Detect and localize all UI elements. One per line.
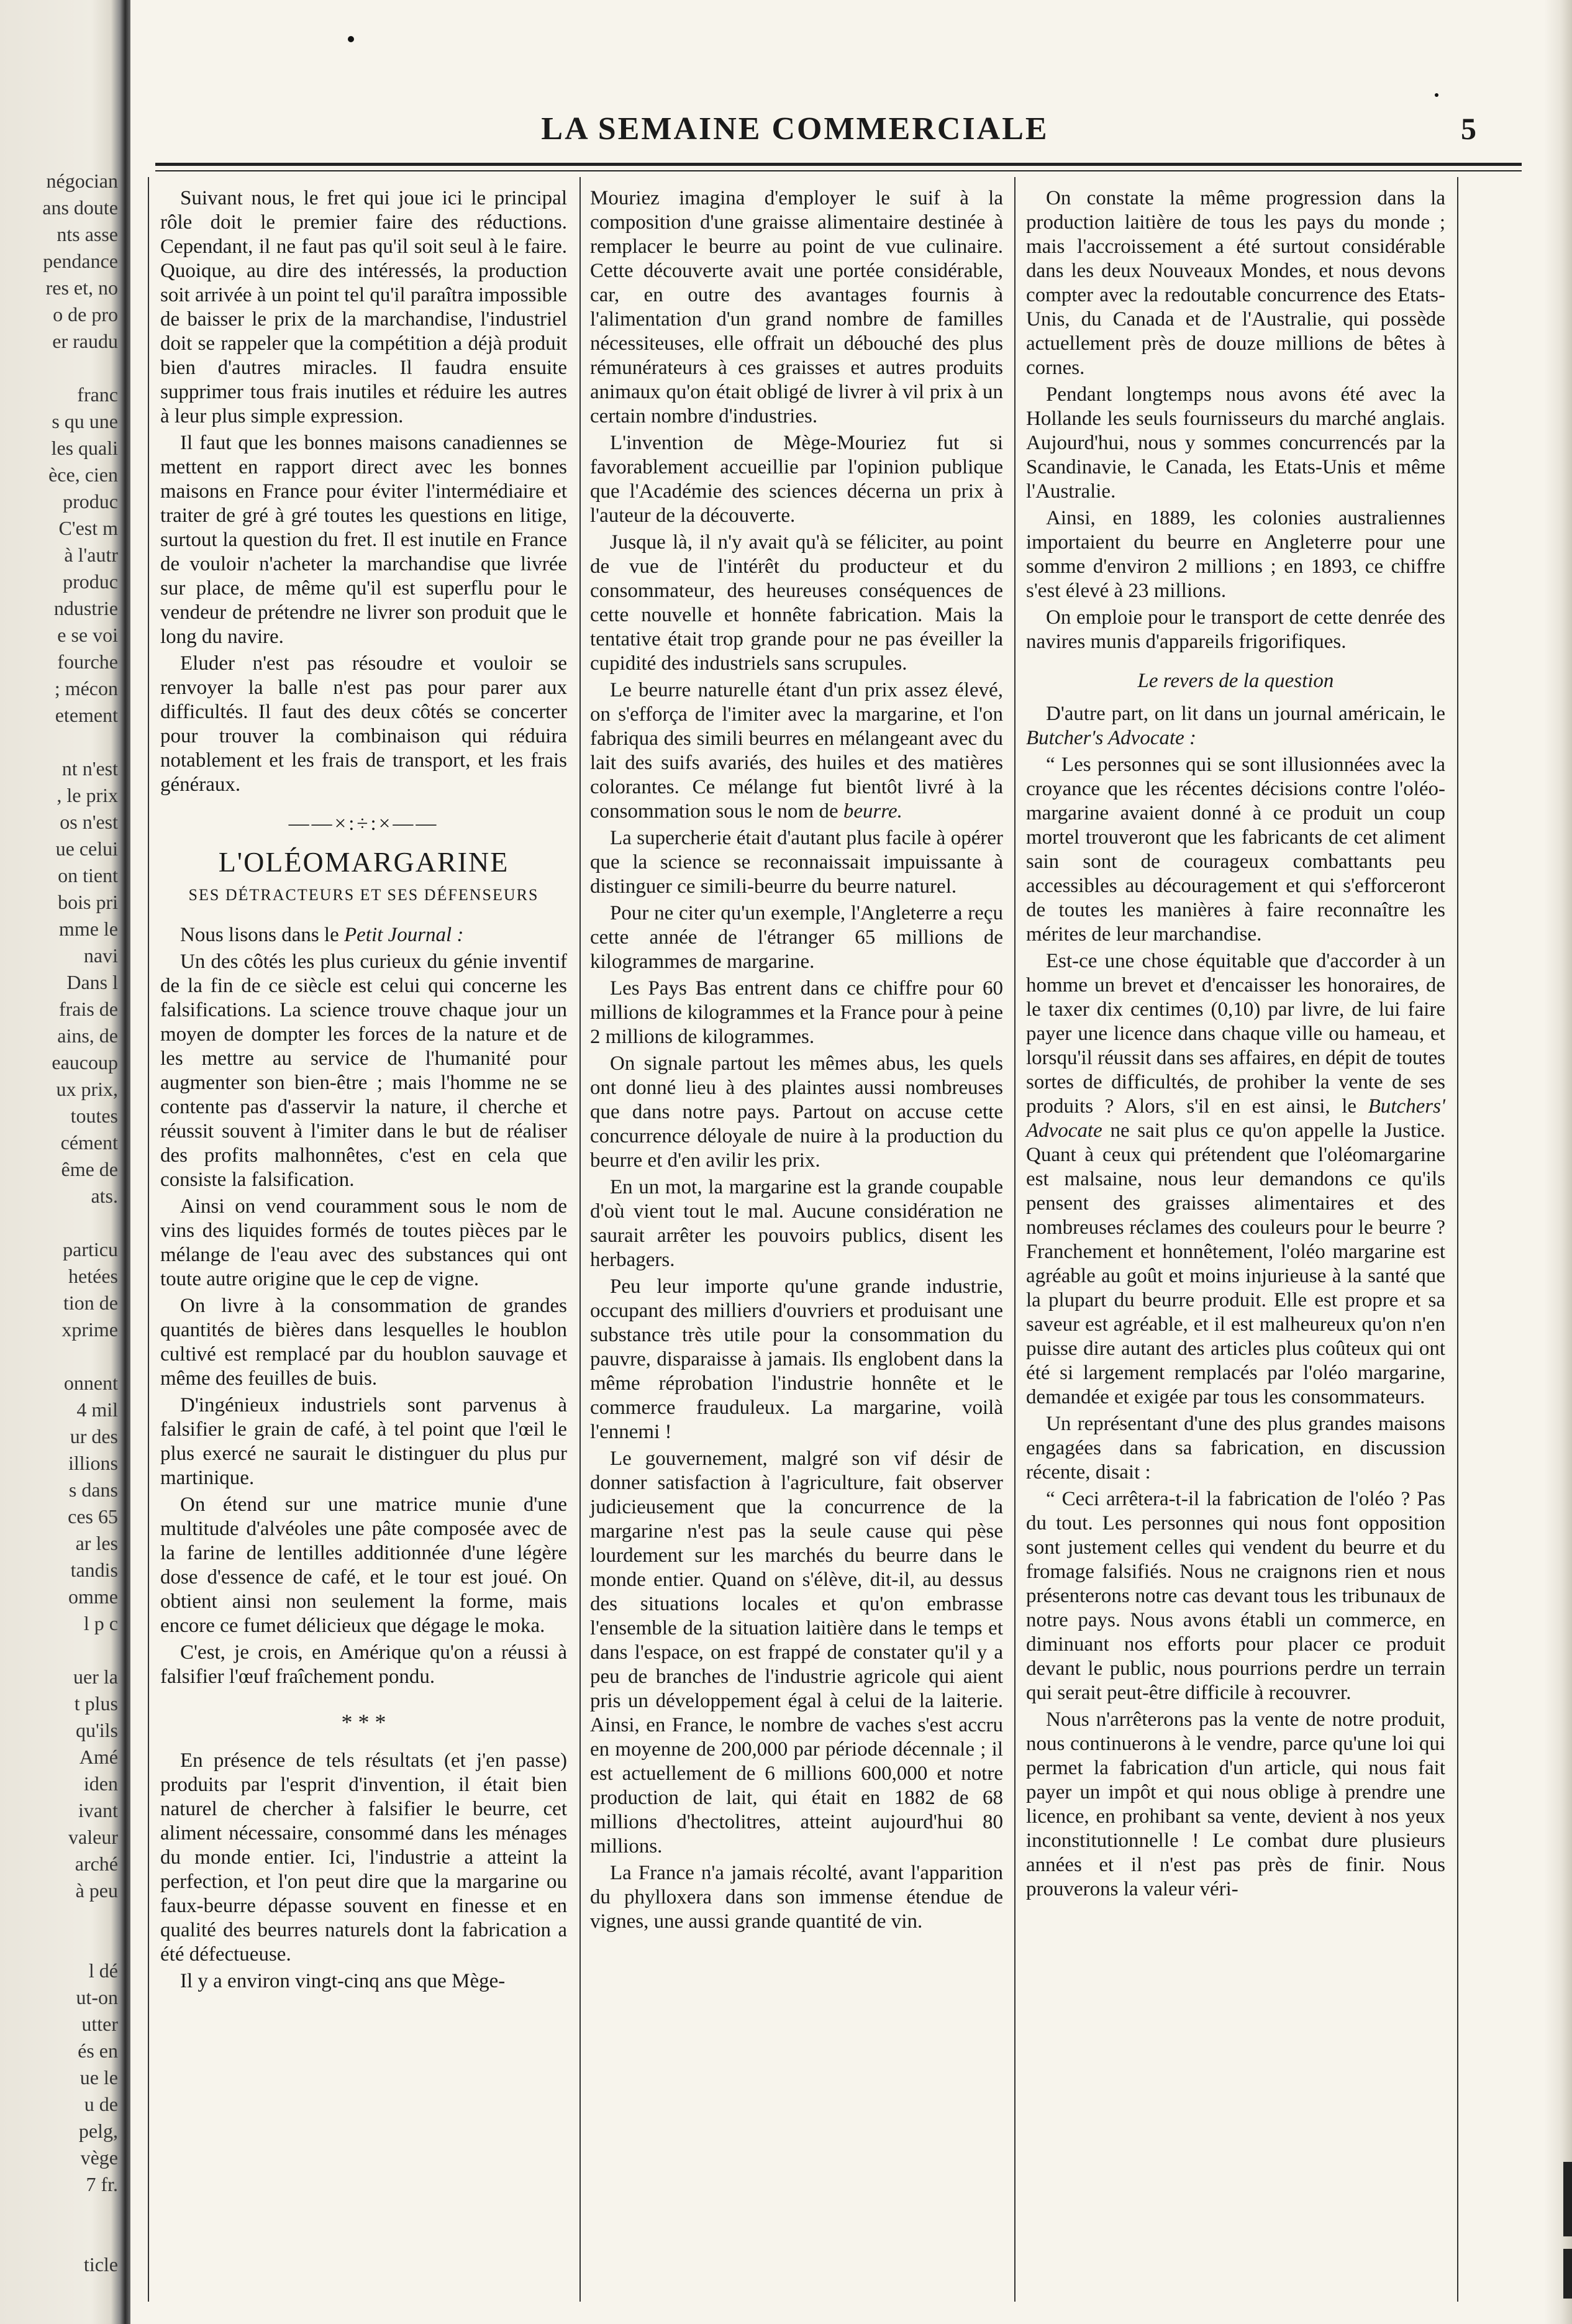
column-separator	[579, 177, 581, 2302]
previous-page-fragment: res et, no	[45, 276, 118, 299]
previous-page-fragment: ; mécon	[54, 677, 118, 699]
paragraph: On signale partout les mêmes abus, les quels ont donné lieu à des plaintes aussi nombreuses que dans notre pays. Partout on accuse cette concurrence déloyale de nuire à la production du beurre et d'en avilir les prix.	[590, 1052, 1003, 1172]
paragraph	[1026, 702, 1445, 750]
previous-page-fragment: particu	[63, 1238, 118, 1260]
previous-page-fragment: ivant	[78, 1799, 118, 1821]
previous-page-fragment: utter	[81, 2013, 118, 2035]
previous-page-fragment: iden	[83, 1772, 118, 1795]
previous-page-fragment: fourche	[57, 650, 118, 673]
previous-page-fragment: s qu une	[52, 410, 118, 432]
previous-page-fragment: pelg,	[78, 2120, 118, 2142]
previous-page-fragment: os n'est	[60, 811, 118, 833]
previous-page-fragment: u de	[84, 2093, 118, 2115]
edge-mark	[1563, 2162, 1572, 2236]
right-page-edge	[1544, 0, 1572, 2324]
text-run: Le beurre naturelle étant d'un prix assez élevé, on s'efforça de l'imiter avec la margarine, et l'on fabriqua des simili beurres en mélangeant avec du lait des suifs avariés, des huiles et des matières colorantes. Ce mélange fut bientôt livré à la consommation sous le nom de	[590, 679, 1003, 823]
previous-page-fragment: à l'autr	[64, 544, 118, 566]
previous-page-fragment	[0, 1931, 118, 1957]
paragraph: La France n'a jamais récolté, avant l'apparition du phylloxera dans son immense étendue de vignes, une aussi grande quantité de vin.	[590, 1862, 1003, 1933]
previous-page-fragment	[0, 1637, 118, 1664]
previous-page-fragment: bois pri	[58, 891, 118, 913]
previous-page-fragment: Dans l	[66, 971, 118, 993]
paragraph: On livre à la consommation de grandes quantités de bières dans lesquelles le houblon cultivé est remplacé par du houblon sauvage et même des feuilles de buis.	[160, 1295, 567, 1390]
paragraph: Suivant nous, le fret qui joue ici le principal rôle doit le premier faire des réductions. Cependant, il ne faut pas qu'il soit seul à le faire. Quoique, au dire des intéressés, la production soit arrivée à un point tel qu'il paraîtra impossible de baisser le prix de la marchandise, l'industriel doit se rappeler que la compétition a déjà produit bien d'autres miracles. Il faudra ensuite supprimer tous frais inutiles et réduire les autres à leur plus simple expression.	[160, 187, 567, 427]
previous-page-fragment: pendance	[43, 250, 118, 272]
previous-page-fragment: onnent	[63, 1372, 118, 1394]
previous-page-fragment: on tient	[58, 864, 118, 886]
paragraph: On emploie pour le transport de cette denrée des navires munis d'appareils frigorifiques.	[1026, 606, 1445, 653]
previous-page-fragment: qu'ils	[76, 1719, 118, 1741]
previous-page-fragment: ans doute	[42, 196, 118, 219]
paragraph	[1026, 949, 1445, 1410]
paragraph: On constate la même progression dans la production laitière de tous les pays du monde ; mais l'accroissement a été surtout considérable dans les deux Nouveaux Mondes, et nous devons compter avec la redoutable concurrence des Etats-Unis, du Canada et de l'Australie, qui possède actuellement près de douze millions de bêtes à cornes.	[1026, 187, 1445, 379]
previous-page-fragment: er raudu	[52, 330, 118, 352]
previous-page-fragment: toutes	[70, 1105, 118, 1127]
previous-page-fragment: à peu	[75, 1879, 118, 1902]
previous-page-fragment: cément	[60, 1131, 118, 1154]
previous-page-fragment: , le prix	[57, 784, 118, 806]
paragraph: Il faut que les bonnes maisons canadiennes se mettent en rapport direct avec les bonnes maisons en France pour éviter l'intermédiaire et traiter de gré à gré toutes les questions en litige, surtout la question du fret. Il est inutile en France de vouloir n'acheter la marchandise que livrée sur place, de même qu'il est superflu pour le vendeur de prétendre ne livrer son produit que le long du navire.	[160, 432, 567, 648]
previous-page-fragment: l dé	[88, 1959, 118, 1982]
section-subtitle: SES DÉTRACTEURS ET SES DÉFENSEURS	[188, 886, 539, 904]
previous-page-fragment: t plus	[74, 1692, 118, 1715]
previous-page-fragment: ue le	[80, 2066, 118, 2089]
ink-spot	[348, 36, 354, 42]
newspaper-title: LA SEMAINE COMMERCIALE	[541, 111, 1049, 147]
previous-page-fragment	[0, 2198, 118, 2225]
paragraph: C'est, je crois, en Amérique qu'on a réussi à falsifier l'œuf fraîchement pondu.	[160, 1641, 567, 1688]
previous-page-fragment: ains, de	[57, 1024, 118, 1047]
paragraph: D'ingénieux industriels sont parvenus à falsifier le grain de café, à tel point que l'œil le plus exercé ne saurait le distinguer du plus pur martinique.	[160, 1394, 567, 1489]
previous-page-fragment	[0, 2225, 118, 2251]
previous-page-fragment: 4 mil	[76, 1398, 118, 1421]
previous-page-fragment: navi	[83, 944, 118, 967]
previous-page-fragment: 7 fr.	[86, 2173, 118, 2195]
paragraph	[160, 923, 567, 947]
paragraph: Les Pays Bas entrent dans ce chiffre pour 60 millions de kilogrammes et la France pour à peine 2 millions de kilogrammes.	[590, 977, 1003, 1048]
edge-mark	[1563, 2249, 1572, 2299]
previous-page-fragment: és en	[78, 2039, 118, 2062]
paragraph: Un des côtés les plus curieux du génie inventif de la fin de ce siècle est celui qui concerne les falsifications. La science trouve chaque jour un moyen de dompter les forces de la nature et de les mettre au service de l'humanité pour augmenter son bien-être ; mais l'homme ne se contente pas d'asservir la nature, il cherche et réussit souvent à l'imiter dans le but de réaliser des profits malhonnêtes, c'est en cela que consiste la falsification.	[160, 950, 567, 1191]
previous-page-fragment: s dans	[68, 1479, 118, 1501]
paragraph: La supercherie était d'autant plus facile à opérer que la science se reconnaissait impuissante à distinguer ce simili-beurre du beurre naturel.	[590, 827, 1003, 898]
paragraph: Ainsi on vend couramment sous le nom de vins des liquides formés de toutes pièces par le mélange de l'eau avec des substances qui ont toute autre origine que le cep de vigne.	[160, 1195, 567, 1290]
paragraph: Pour ne citer qu'un exemple, l'Angleterre a reçu cette année de l'étranger 65 millions de kilogrammes de margarine.	[590, 902, 1003, 973]
previous-page-fragment: èce, cien	[48, 463, 118, 486]
text-run: D'autre part, on lit dans un journal américain, le	[1046, 703, 1445, 725]
previous-page-fragment: produc	[63, 490, 118, 513]
previous-page-fragment: frais de	[58, 998, 118, 1020]
previous-page-fragment: ême de	[61, 1158, 118, 1180]
previous-page-fragment: illions	[68, 1452, 118, 1474]
previous-page-fragment: valeur	[68, 1826, 118, 1848]
previous-page-fragment: nt n'est	[61, 757, 118, 780]
previous-page-fragment: ut-on	[76, 1986, 118, 2008]
paragraph: Le gouvernement, malgré son vif désir de donner satisfaction à l'agriculture, fait observer judicieusement que la concurrence de la margarine n'est pas la seule cause qui pèse lourdement sur les marchés du beurre dans le monde entier. Quand on s'élève, dit-il, au dessus des situations locales et qu'on embrasse l'ensemble de la situation laitière dans le temps et dans l'espace, on est frappé de constater qu'il y a peu de branches de l'industrie agricole qui aient pris un développement égal à celui de la laiterie. Ainsi, en France, le nombre de vaches s'est accru en moyenne de 200,000 par période décennale ; il est actuellement de 6 millions 600,000 et notre production de lait, qui était en 1882 de 68 millions d'hectolitres, atteint aujourd'hui 80 millions.	[590, 1447, 1003, 1857]
previous-page-fragment: les quali	[51, 437, 118, 459]
previous-page-fragment	[0, 1343, 118, 1370]
paragraph: “ Ceci arrêtera-t-il la fabrication de l'oléo ? Pas du tout. Les personnes qui nous font opposition sont justement celles qui vendent du beurre et du fromage falsifiés. Nous ne craignons rien et nous présenterons notre cas devant tous les tribunaux de notre pays. Nous avons établi un commerce, en diminuant nos efforts pour placer ce produit devant le public, nous pourrions perdre un terrain qui serait peut-être difficile à recouvrer.	[1026, 1488, 1445, 1704]
previous-page-fragment: négocian	[46, 170, 118, 192]
previous-page-fragment: nts asse	[57, 223, 118, 245]
page-number: 5	[1461, 111, 1476, 146]
article-column-1	[160, 186, 567, 2311]
previous-page-fragment: ces 65	[68, 1505, 118, 1528]
article-column-2	[590, 186, 1003, 2311]
previous-page-fragment: vège	[80, 2146, 118, 2169]
text-run: Est-ce une chose équitable que d'accorder à un homme un brevet et d'encaisser les honoraires, de le taxer dix centimes (0,10) par livre, de lui faire payer une licence dans chaque ville ou hameau, et lorsqu'il réussit dans ses affaires, en dépit de toutes sortes de difficultés, de prohiber la vente de ses produits ? Alors, s'il en est ainsi, le	[1026, 950, 1445, 1118]
previous-page-fragment: arché	[75, 1852, 118, 1875]
paragraph: En présence de tels résultats (et j'en passe) produits par l'esprit d'invention, il était bien naturel de chercher à falsifier le beurre, cet aliment nécessaire, consommé dans les ménages du monde entier. Ici, l'industrie a atteint la perfection, et l'on peut dire que la margarine ou faux-beurre dépasse souvent en finesse et en qualité des beurres naturels dont la fabrication a été défectueuse.	[160, 1749, 567, 1966]
text-run: Nous lisons dans le	[180, 924, 344, 946]
column-separator	[1014, 177, 1015, 2302]
paragraph: L'invention de Mège-Mouriez fut si favorablement accueillie par l'opinion publique que l'Académie des sciences décerna un prix à l'auteur de la découverte.	[590, 432, 1003, 527]
previous-page-fragment	[0, 729, 118, 755]
section-divider: ——×:÷:×——	[288, 813, 439, 835]
previous-page-fragment: hetées	[68, 1265, 118, 1287]
source-name: Butchers' Advocate	[1026, 1095, 1445, 1142]
previous-page-fragment: C'est m	[58, 517, 118, 539]
column-separator	[1457, 177, 1458, 2302]
source-name: Butcher's Advocate :	[1026, 727, 1197, 749]
paragraph: On étend sur une matrice munie d'une multitude d'alvéoles une pâte composée avec de la farine de lentilles additionnée d'une légère dose d'essence de café, et le tour est joué. On obtient ainsi non seulement la forme, mais encore ce fumet délicieux que dégage le moka.	[160, 1493, 567, 1637]
paragraph: Pendant longtemps nous avons été avec la Hollande les seuls fournisseurs du marché anglais. Aujourd'hui, nous y sommes concurrencés par la Scandinavie, le Canada, les Etats-Unis et même l'Australie.	[1026, 383, 1445, 503]
paragraph: En un mot, la margarine est la grande coupable d'où vient tout le mal. Aucune considération ne saurait arrêter les pouvoirs publics, disent les herbagers.	[590, 1176, 1003, 1271]
previous-page-fragment: ats.	[91, 1185, 118, 1207]
asterism: * * *	[341, 1710, 386, 1734]
header-rule	[155, 163, 1522, 166]
subsection-heading: Le revers de la question	[1137, 670, 1334, 692]
previous-page-fragment: Amé	[79, 1746, 118, 1768]
paragraph: Jusque là, il n'y avait qu'à se féliciter, au point de vue de l'intérêt du producteur et du consommateur, des heureuses conséquences de cette nouvelle et honnête fabrication. Mais la tentative était trop grande pour ne pas éveiller la cupidité des industriels sans scrupules.	[590, 531, 1003, 675]
article-column-3	[1026, 186, 1445, 2311]
previous-page-fragment: xprime	[61, 1318, 118, 1341]
previous-page-fragment: tion de	[63, 1292, 118, 1314]
paragraph	[590, 678, 1003, 824]
paragraph: Nous n'arrêterons pas la vente de notre produit, nous continuerons à le vendre, parce qu'une loi qui permet la fabrication d'un article, qui nous fait payer un impôt et qui nous oblige à prendre une licence, en prohibant sa vente, devient à nos yeux inconstitutionnelle ! Le combat dure plusieurs années et il n'est pas près de finir. Nous prouverons la valeur véri-	[1026, 1708, 1445, 1900]
previous-page-fragment	[0, 1210, 118, 1236]
previous-page-fragment	[0, 355, 118, 381]
previous-page-fragment	[0, 1904, 118, 1931]
previous-page-fragment: produc	[63, 570, 118, 593]
previous-page-fragment: etement	[55, 704, 118, 726]
previous-page-fragment: ndustrie	[53, 597, 118, 619]
previous-page-fragment: tandis	[70, 1559, 118, 1581]
previous-page-fragment: e se voi	[57, 624, 118, 646]
previous-page-fragment: mme le	[58, 918, 118, 940]
paragraph: Il y a environ vingt-cinq ans que Mège-	[180, 1970, 506, 1992]
ink-spot	[1435, 93, 1438, 97]
previous-page-fragment: omme	[68, 1585, 118, 1608]
text-run: ne sait plus ce qu'on appelle la Justice. Quant à ceux qui prétendent que l'oléomargarine est malsaine, nous leur demandons ce qu'ils pensent des graisses alimentaires et des nombreuses réclames des couleurs pour le beurre ? Franchement et honnêtement, l'oléo margarine est agréable au goût et moins injurieuse à la santé que la plupart du beurre produit. Elle est propre et sa saveur est agréable, et il est malheureux qu'on n'en puisse dire autant des articles plus coûteux qui ont été si largement remplacés par l'oléo margarine, demandée et exigée par tous les consommateurs.	[1026, 1119, 1445, 1408]
previous-page-fragment: o de pro	[53, 303, 118, 326]
header-rule	[155, 170, 1522, 171]
previous-page-fragment: ue celui	[55, 837, 118, 860]
paragraph: Peu leur importe qu'une grande industrie, occupant des milliers d'ouvriers et produisant une substance très utile pour la consommation du pauvre, disparaisse à jamais. Ils englobent dans la même réprobation l'industrie honnête et le commerce frauduleux. La margarine, voilà l'ennemi !	[590, 1275, 1003, 1443]
previous-page-fragment: l p c	[83, 1612, 118, 1634]
source-name: Petit Journal :	[344, 924, 464, 946]
previous-page-fragment: ticle	[83, 2253, 118, 2276]
previous-page-fragment: eaucoup	[52, 1051, 118, 1073]
previous-page-fragment: ar les	[75, 1532, 118, 1554]
column-separator	[148, 177, 149, 2302]
paragraph: “ Les personnes qui se sont illusionnées avec la croyance que les récentes décisions contre l'oléo-margarine avaient donné à ce produit un coup mortel trouveront que les fabricants de cet aliment sain sont de courageux combattants peu accessibles au découragement et qui s'efforceront de toutes les manières à faire reconnaître les mérites de leur marchandise.	[1026, 754, 1445, 946]
previous-page-fragment: ux prix,	[56, 1078, 118, 1100]
previous-page-fragment: uer la	[73, 1666, 118, 1688]
emphasis: beurre.	[843, 800, 902, 823]
previous-page-fragment: franc	[77, 383, 118, 406]
section-title: L'OLÉOMARGARINE	[218, 846, 509, 878]
paragraph: Mouriez imagina d'employer le suif à la composition d'une graisse alimentaire destinée à remplacer le beurre au point de vue culinaire. Cette découverte avait une portée considérable, car, en outre des avantages fournis à l'alimentation d'un grand nombre de familles nécessiteuses, elle offrait un débouché des plus rémunérateurs à ces graisses et autres produits animaux qu'on était obligé de livrer à vil prix à un certain nombre d'industries.	[590, 187, 1003, 427]
paragraph: Ainsi, en 1889, les colonies australiennes importaient du beurre en Angleterre pour une somme d'environ 2 millions ; en 1893, ce chiffre s'est élevé à 23 millions.	[1026, 507, 1445, 602]
previous-page-column	[0, 168, 118, 2276]
paragraph: Un représentant d'une des plus grandes maisons engagées dans sa fabrication, en discussion récente, disait :	[1026, 1413, 1445, 1483]
paragraph: Eluder n'est pas résoudre et vouloir se renvoyer la balle n'est pas pour parer aux difficultés. Il faut des deux côtés se concerter pour trouver la combinaison qui réduira notablement et les frais de transport, et les frais généraux.	[160, 652, 567, 796]
previous-page-fragment: ur des	[70, 1425, 118, 1447]
